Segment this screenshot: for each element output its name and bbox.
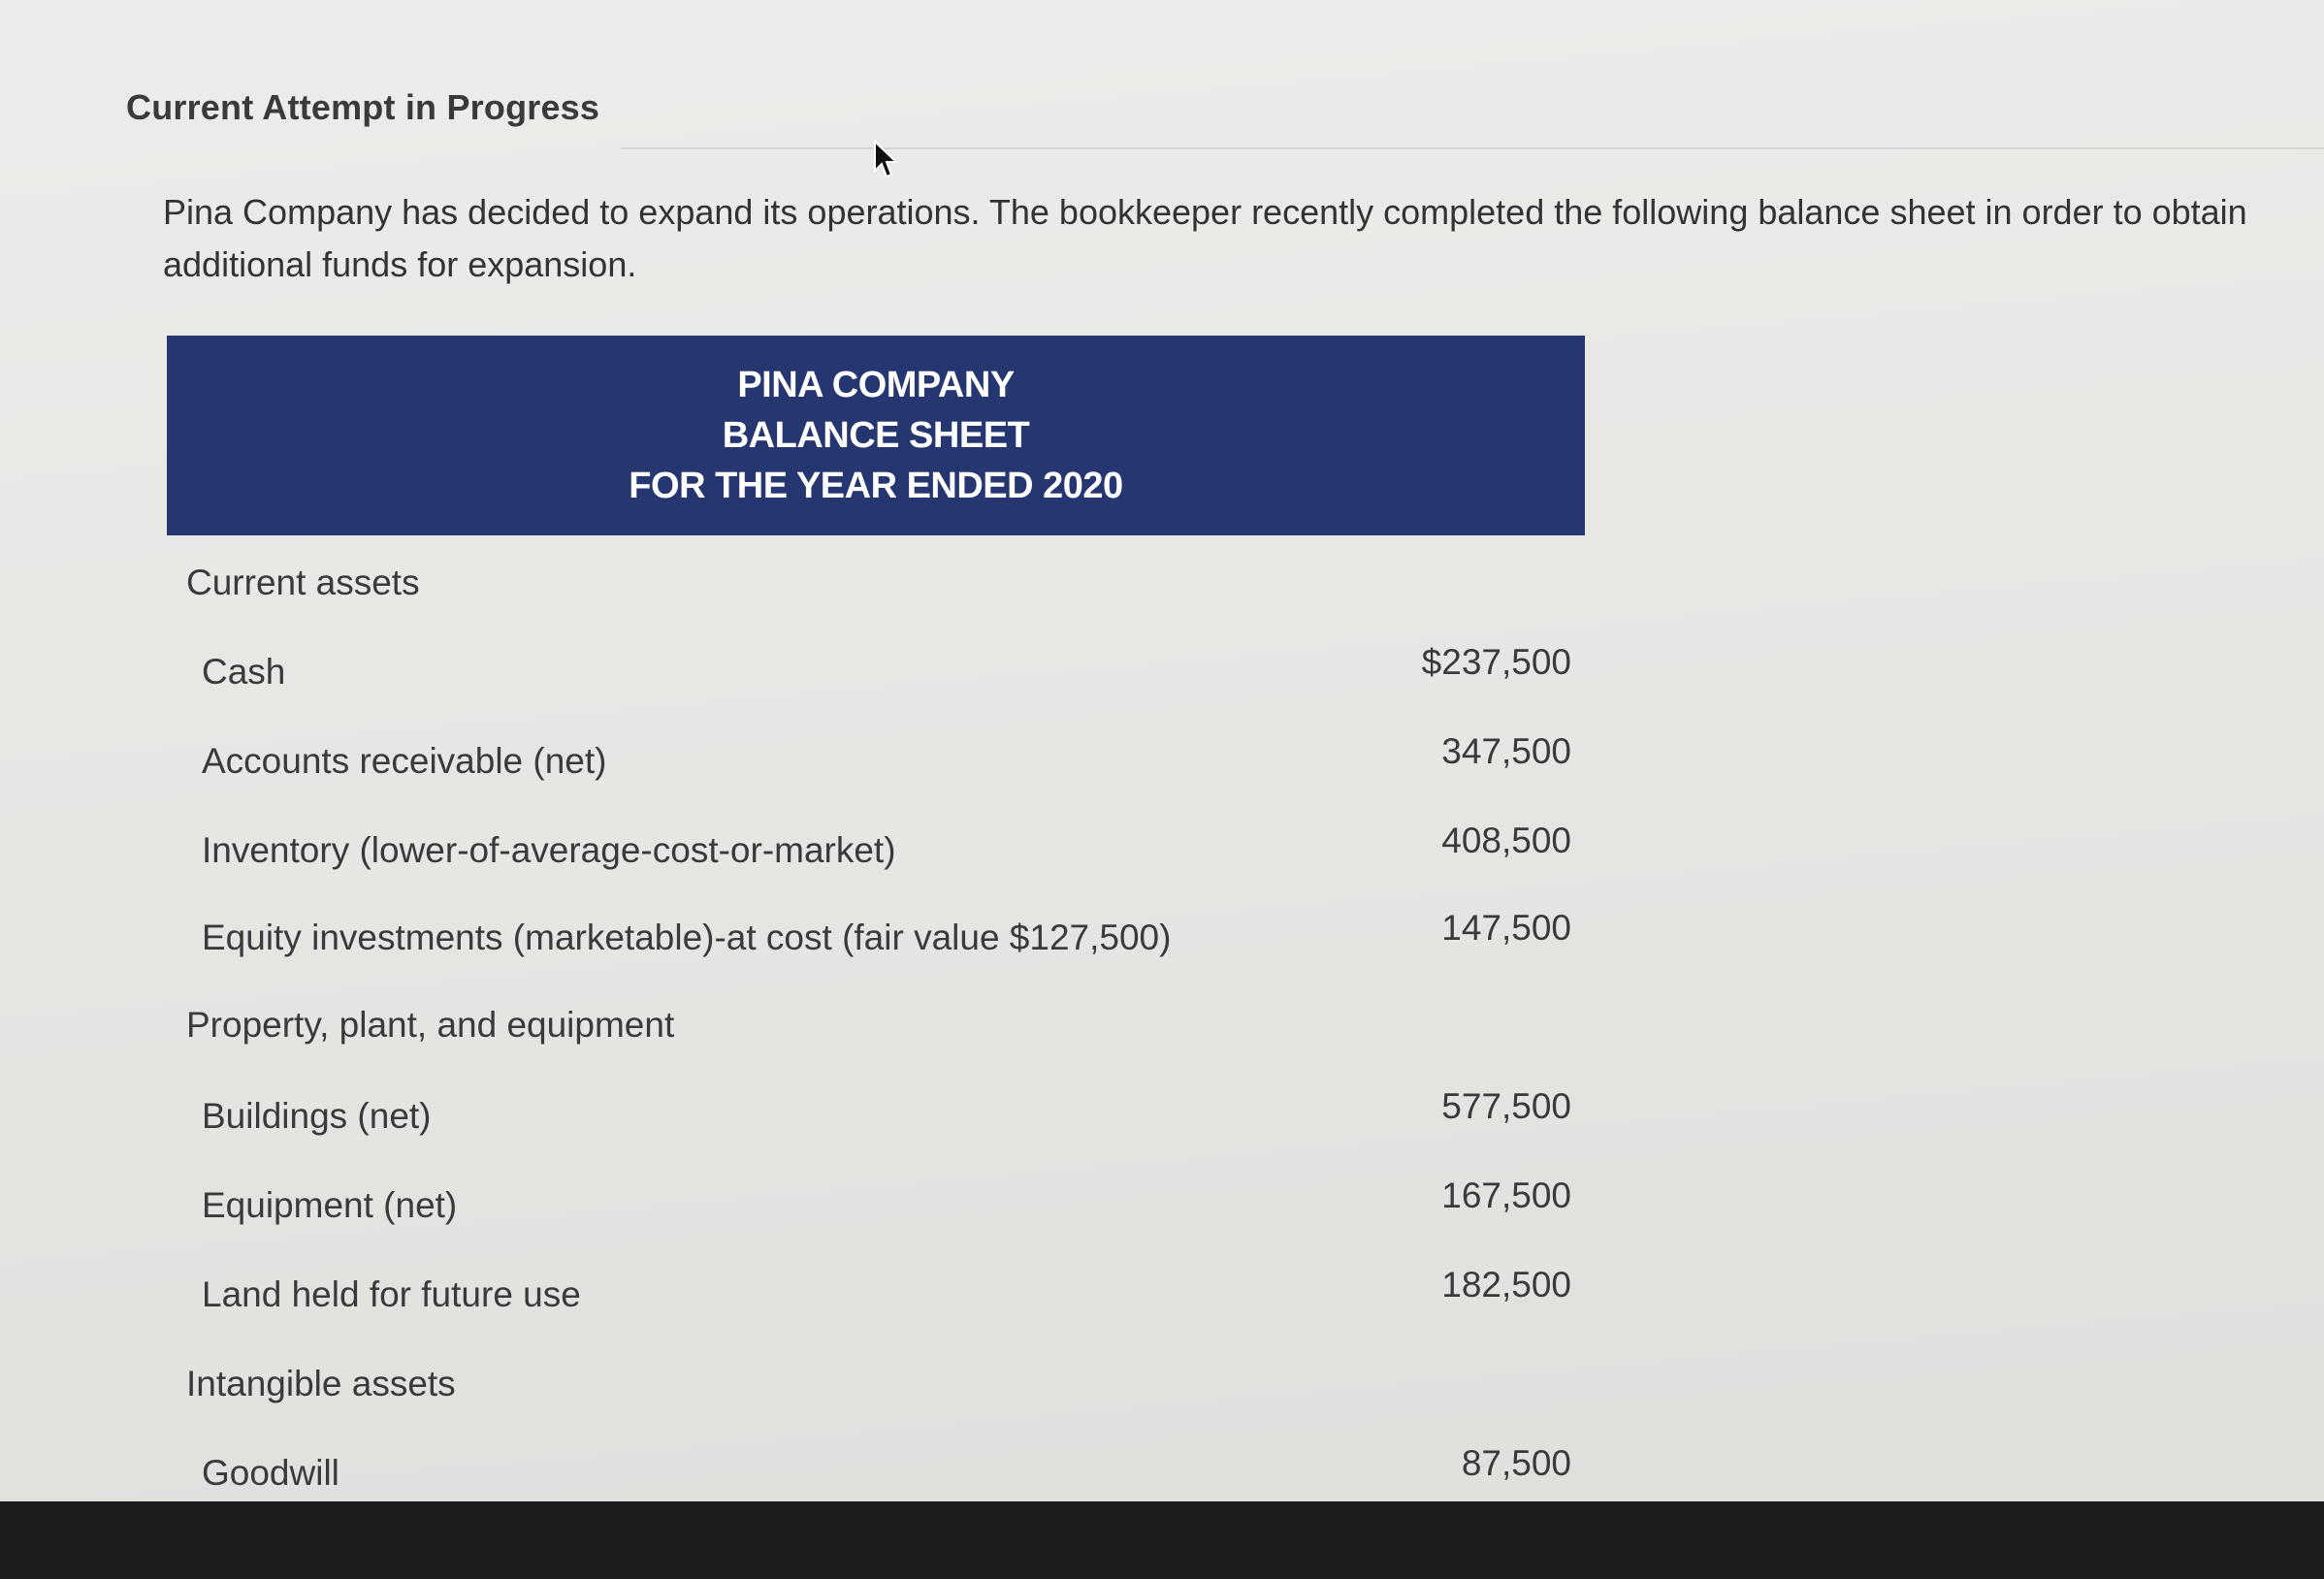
line-item-amount: 347,500 [1441, 731, 1571, 771]
statement-title: BALANCE SHEET [722, 415, 1030, 456]
balance-sheet-header [167, 336, 1585, 535]
line-item-investments [0, 908, 1600, 976]
line-item-label: Accounts receivable (net) [202, 741, 607, 781]
line-item-label: Buildings (net) [202, 1096, 432, 1136]
line-item-inventory [0, 821, 1600, 888]
line-item-land [0, 1265, 1600, 1333]
line-item-label: Equity investments (marketable)-at cost (fair value $127,500) [202, 918, 1172, 957]
section-label: Property, plant, and equipment [186, 1005, 675, 1045]
line-item-label: Inventory (lower-of-average-cost-or-market) [202, 830, 896, 870]
line-item-label: Goodwill [202, 1453, 339, 1493]
section-current-assets [0, 563, 1600, 621]
line-item-amount: 147,500 [1441, 908, 1571, 948]
line-item-label: Land held for future use [202, 1274, 581, 1314]
attempt-heading: Current Attempt in Progress [126, 87, 600, 127]
line-item-amount: 408,500 [1441, 821, 1571, 860]
company-name: PINA COMPANY [737, 365, 1015, 405]
line-item-amount: 577,500 [1441, 1086, 1571, 1126]
line-item-cash [0, 642, 1600, 710]
problem-intro: Pina Company has decided to expand its operations. The bookkeeper recently completed the following balance sheet in order to obtain additional funds for expansion. [163, 192, 2247, 284]
section-intangible-assets [0, 1364, 1600, 1422]
monitor-bezel [0, 1501, 2324, 1579]
statement-period: FOR THE YEAR ENDED 2020 [629, 466, 1123, 506]
line-item-receivables [0, 731, 1600, 799]
line-item-equipment [0, 1176, 1600, 1243]
line-item-amount: 182,500 [1441, 1265, 1571, 1305]
line-item-label: Cash [202, 652, 286, 692]
section-label: Intangible assets [186, 1364, 456, 1403]
line-item-amount: 87,500 [1461, 1443, 1571, 1483]
line-item-amount: $237,500 [1421, 642, 1571, 682]
line-item-label: Equipment (net) [202, 1185, 458, 1225]
section-ppe [0, 1005, 1600, 1063]
line-item-buildings [0, 1086, 1600, 1154]
section-label: Current assets [186, 563, 420, 602]
line-item-amount: 167,500 [1441, 1176, 1571, 1215]
mouse-pointer-icon [873, 140, 900, 180]
